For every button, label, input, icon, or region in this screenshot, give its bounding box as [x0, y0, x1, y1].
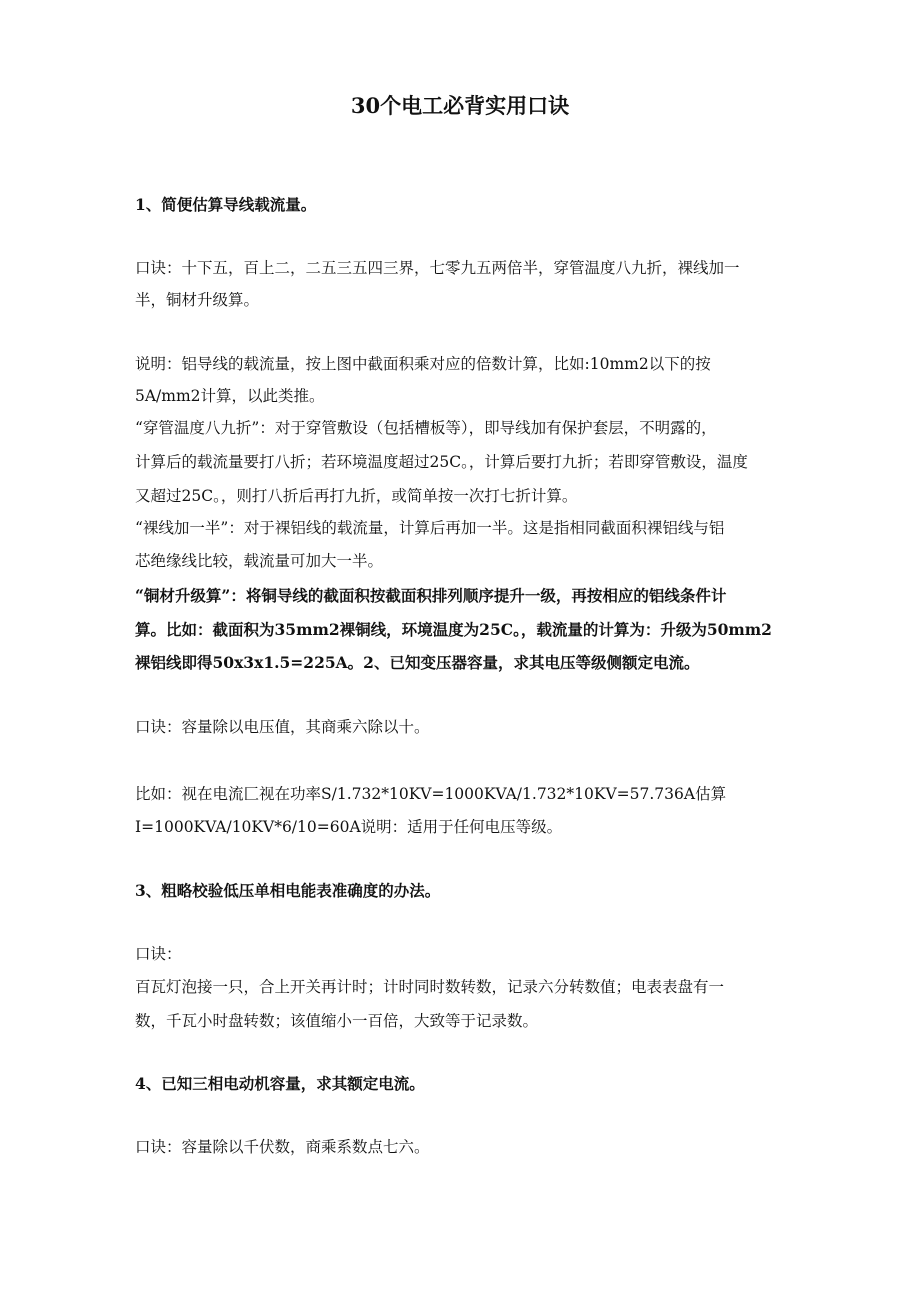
- paragraph-line: 半，铜材升级算。: [135, 291, 260, 309]
- document-title: 30个电工必背实用口诀: [350, 93, 570, 118]
- paragraph-line: 数，千瓦小时盘转数；该值缩小一百倍，大致等于记录数。: [135, 1012, 539, 1030]
- paragraph-line: 芯绝缘线比较，载流量可加大一半。: [135, 552, 384, 570]
- bold-paragraph-line: “铜材升级算”：将铜导线的截面积按截面积排列顺序提升一级，再按相应的铝线条件计: [135, 586, 727, 605]
- paragraph-line: “裸线加一半”：对于裸铝线的载流量，计算后再加一半。这是指相同截面积裸铝线与铝: [135, 519, 725, 537]
- paragraph-line: I=1000KVA/10KV*6/10=60A说明：适用于任何电压等级。: [135, 818, 563, 836]
- paragraph-line: 说明：铝导线的载流量，按上图中截面积乘对应的倍数计算，比如:10mm2以下的按: [135, 355, 711, 373]
- bold-paragraph-line: 裸铝线即得50x3x1.5=225A。2、已知变压器容量，求其电压等级侧额定电流。: [135, 653, 700, 672]
- paragraph-line: 又超过25C。，则打八折后再打九折，或简单按一次打七折计算。: [135, 487, 578, 505]
- paragraph-line: 口诀：容量除以电压值，其商乘六除以十。: [135, 718, 430, 736]
- paragraph-line: 口诀：容量除以千伏数，商乘系数点七六。: [135, 1138, 430, 1156]
- paragraph-line: 5A/mm2计算，以此类推。: [135, 387, 325, 405]
- section-1-heading: 1、简便估算导线载流量。: [135, 195, 317, 214]
- paragraph-line: 计算后的载流量要打八折；若环境温度超过25C。，计算后要打九折；若即穿管敷设，温度: [135, 453, 748, 471]
- section-4-heading: 4、已知三相电动机容量，求其额定电流。: [135, 1074, 425, 1093]
- paragraph-line: “穿管温度八九折”：对于穿管敷设（包括槽板等），即导线加有保护套层，不明露的，: [135, 419, 717, 437]
- paragraph-line: 比如：视在电流匚视在功率S/1.732*10KV=1000KVA/1.732*10KV=57.736A估算: [135, 785, 727, 803]
- paragraph-line: 口诀：: [135, 945, 182, 963]
- section-3-heading: 3、粗略校验低压单相电能表准确度的办法。: [135, 881, 441, 900]
- bold-paragraph-line: 算。比如：截面积为35mm2裸铜线，环境温度为25C。，载流量的计算为：升级为50mm2: [135, 620, 772, 639]
- paragraph-line: 口诀：十下五，百上二，二五三五四三界，七零九五两倍半，穿管温度八九折，裸线加一: [135, 259, 740, 277]
- paragraph-line: 百瓦灯泡接一只，合上开关再计时；计时同时数转数，记录六分转数值；电表表盘有一: [135, 978, 725, 996]
